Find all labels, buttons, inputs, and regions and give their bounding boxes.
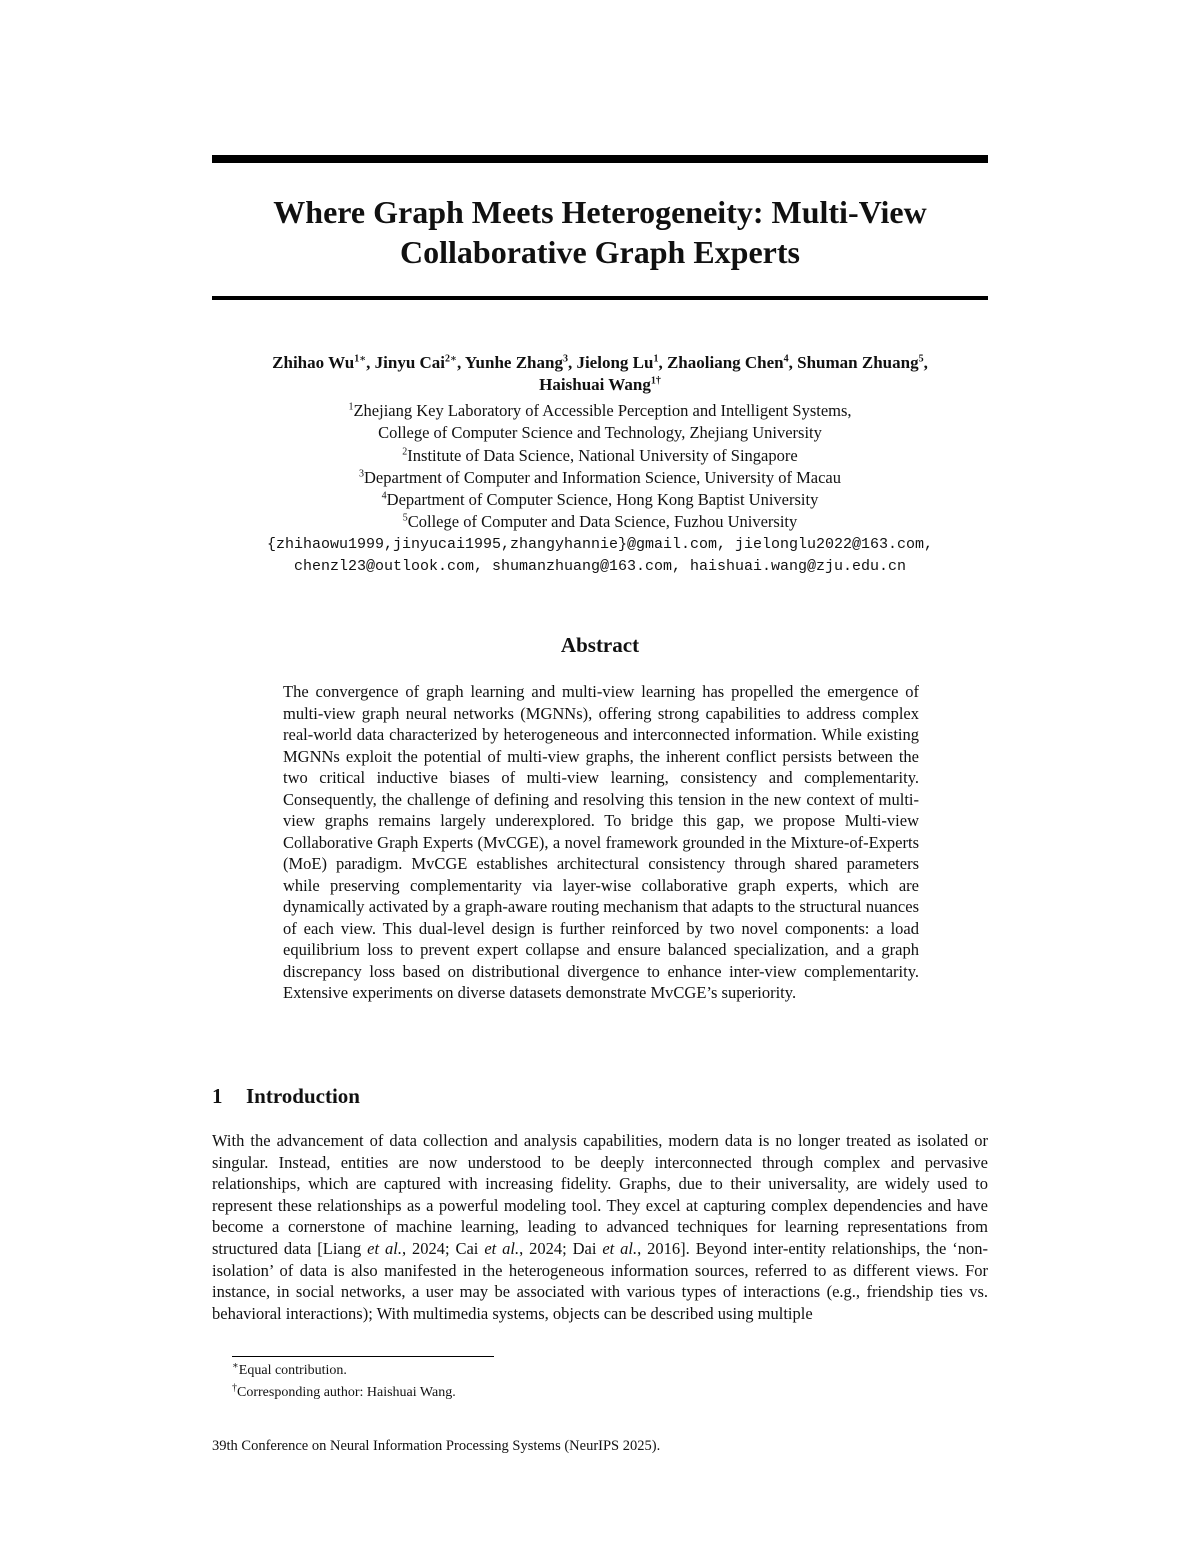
section-number: 1 (212, 1084, 223, 1108)
author-list (212, 352, 988, 396)
intro-text: , 2024; Cai (401, 1238, 485, 1258)
author-line-1 (212, 352, 988, 374)
footnotes (232, 1360, 972, 1404)
intro-citation-etal: et al. (602, 1238, 638, 1258)
affiliation: $^1$Zhejiang Key Laboratory of Accessible Perception and Intelligent Systems, (348, 401, 852, 420)
author-line-2 (212, 374, 988, 396)
footnote-corresponding-author: †Corresponding author: Haishuai Wang. (232, 1382, 456, 1400)
section-title: Introduction (246, 1084, 360, 1108)
author: Zhihao $Wu^{1∗}$, (272, 353, 375, 372)
email-line-2: chenzl23@outlook.com, shumanzhuang@163.com, haishuai.wang@zju.edu.cn (293, 558, 907, 576)
title-bottom-rule (212, 296, 988, 300)
footnote-rule (232, 1356, 494, 1357)
affiliation: $^3$Department of Computer and Information Science, University of Macau (359, 467, 841, 487)
intro-text: , 2024; Dai (519, 1238, 603, 1258)
paper-title (212, 192, 988, 272)
affiliation: $^2$Institute of Data Science, National University of Singapore (402, 445, 798, 465)
author: Jielong Lu$^1$, (576, 353, 667, 372)
affiliation: College of Computer Science and Technology, Zhejiang University (378, 423, 822, 443)
title-line-2: Collaborative Graph Experts (400, 234, 800, 270)
abstract-text: The convergence of graph learning and multi-view learning has propelled the emergence of multi-view graph neural networks (MGNNs), offering strong capabilities to address complex real-world data characterized by heterogeneous and interconnected information. While existing MGNNs exploit the potential of multi-view graphs, the inherent conflict persists between the two critical inductive biases of multi-view learning, consistency and complementarity. Consequently, the challenge of defining and resolving this tension in the new context of multi-view graphs remains largely underexplored. To bridge this gap, we propose Multi-view Collaborative Graph Experts (MvCGE), a novel framework grounded in the Mixture-of-Experts (MoE) paradigm. MvCGE establishes architectural consistency through shared parameters while preserving complementarity via layer-wise collaborative graph experts, which are dynamically activated by a graph-aware routing mechanism that adapts to the structural nuances of each view. This dual-level design is further reinforced by two novel components: a load equilibrium loss to prevent expert collapse and ensure balanced specialization, and a graph discrepancy loss based on distributional divergence to enhance inter-view complementarity. Extensive experiments on diverse datasets demonstrate MvCGE’s superiority. (283, 682, 919, 1002)
email-line-1: {zhihaowu1999,jinyucai1995,zhangyhannie}@gmail.com, jielonglu2022@163.com, (266, 535, 934, 553)
author: Yunhe Zhang$^3$, (464, 353, 577, 372)
title-top-rule (212, 155, 988, 163)
author: Shuman Zhuang$^5$, (797, 353, 928, 372)
author: Jinyu Cai$^{2∗}$, (374, 353, 465, 372)
intro-citation-etal: et al. (484, 1238, 520, 1258)
section-heading (212, 1083, 360, 1109)
venue-footer: 39th Conference on Neural Information Processing Systems (NeurIPS 2025). (212, 1438, 661, 1454)
intro-citation-etal: et al. (367, 1238, 402, 1258)
abstract-heading: Abstract (560, 633, 640, 657)
footnote-equal-contribution: ∗Equal contribution. (232, 1360, 347, 1378)
affiliation: $^5$College of Computer and Data Science, Fuzhou University (402, 512, 798, 532)
author: Haishuai Wang$^{1\dagger}$ (539, 375, 661, 394)
affiliation: $^4$Department of Computer Science, Hong Kong Baptist University (381, 490, 819, 510)
intro-paragraph (212, 1130, 988, 1324)
intro-text: With the advancement of data collection and analysis capabilities, modern data is no longer treated as isolated or singular. Instead, entities are now understood to be deeply interconnected through complex and pervasive relationships, which are captured with increasing fidelity. Graphs, due to their universality, are widely used to represent these relationships as a powerful modeling tool. They excel at capturing complex dependencies and have become a cornerstone of machine learning, leading to advanced techniques for learning representations from structured data [Liang (212, 1131, 988, 1258)
intro-text: , 2016]. Beyond inter-entity relationships, the ‘non-isolation’ of data is also manifested in the heterogeneous information sources, referred to as different views. For instance, in social networks, a user may be associated with various types of interactions (e.g., friendship ties vs. behavioral interactions); With multimedia systems, objects can be described using multiple (212, 1238, 988, 1323)
affiliations (212, 400, 988, 578)
author: Zhaoliang Chen$^4$, (666, 353, 798, 372)
title-line-1: Where Graph Meets Heterogeneity: Multi-View (273, 194, 927, 230)
